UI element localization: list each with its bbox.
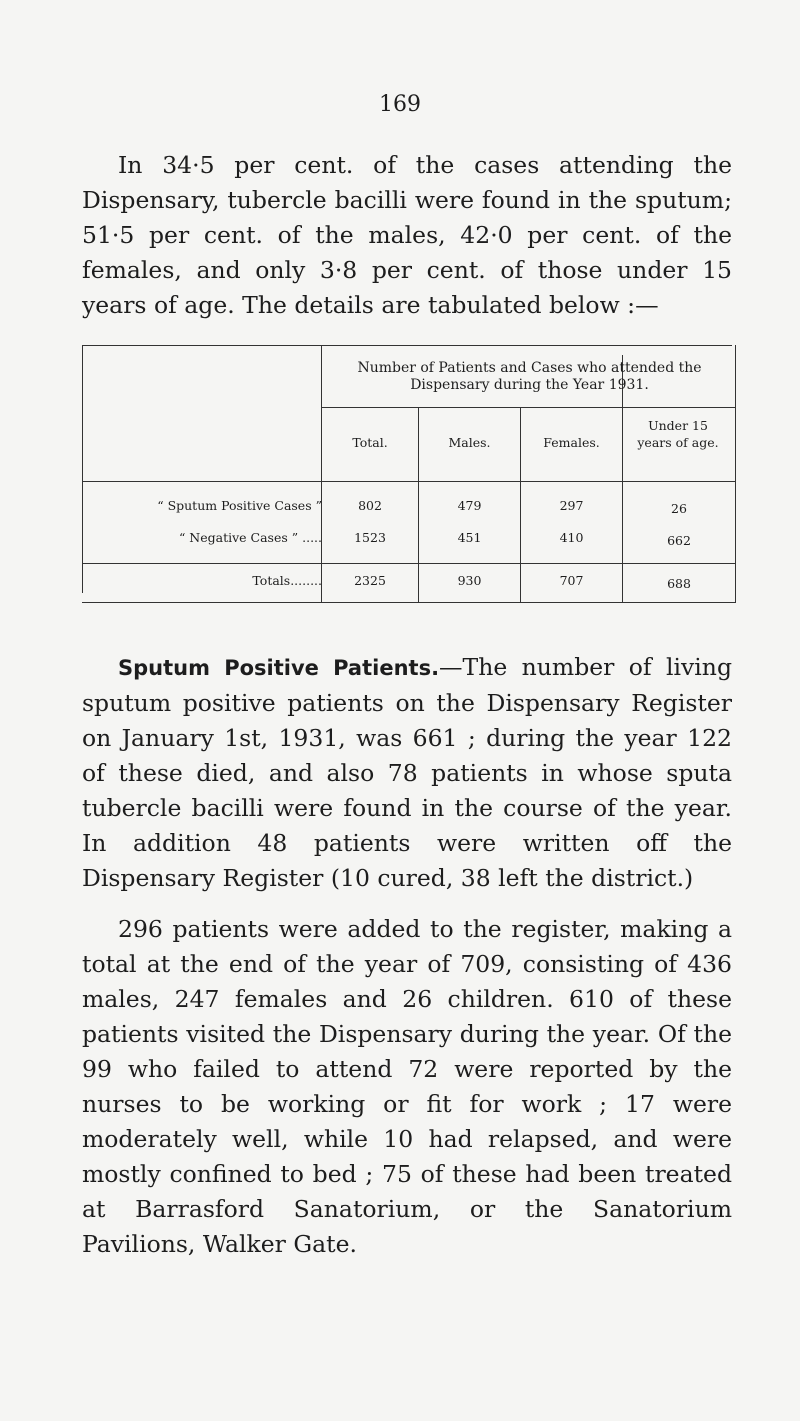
column-header: Females. <box>543 435 600 450</box>
totals-label: Totals........ <box>252 573 322 588</box>
table-cell: 479 <box>457 498 482 513</box>
table-cell: 1523 <box>354 530 386 545</box>
row-label: “ Negative Cases ” ..... <box>178 530 322 545</box>
section-text: —The number of living sputum positive patients on the Dispensary Register on January 1st, 1931, was 661 ; during the year 122 of these died, and also 78 patients in whose sputa tubercle bacilli were found in the course of the year. In addition 48 patients were written off the Dispensary Register (10 cured, 38 left the district.) <box>82 653 732 892</box>
table-cell: 297 <box>559 498 584 513</box>
table-cell: 662 <box>667 533 691 548</box>
column-header: Under 15 years of age. <box>637 418 719 450</box>
intro-paragraph: In 34·5 per cent. of the cases attending the Dispensary, tubercle bacilli were found in the sputum; 51·5 per cent. of the males, 42·0 per cent. of the females, and only 3·8 per cent. of those under 15 years of age. The details are tabulated below :— <box>82 151 732 319</box>
totals-cell: 930 <box>457 573 482 588</box>
column-header: Total. <box>352 435 388 450</box>
patients-table <box>82 345 737 603</box>
table-caption: Number of Patients and Cases who attended the Dispensary during the Year 1931. <box>357 360 702 393</box>
table-cell: 802 <box>358 498 382 513</box>
row-label: “ Sputum Positive Cases ” <box>157 498 322 513</box>
register-paragraph: 296 patients were added to the register, making a total at the end of the year of 709, consisting of 436 males, 247 females and 26 children. 610 of these patients visited the Dispensary during the year. Of the 99 who failed to attend 72 were reported by the nurses to be working or fit for work ; 17 were moderately well, while 10 had relapsed, and were mostly confined to bed ; 75 of these had been treated at Barrasford Sanatorium, or the Sanatorium Pavilions, Walker Gate. <box>82 915 732 1258</box>
section-heading: Sputum Positive Patients. <box>118 656 440 680</box>
totals-cell: 2325 <box>354 573 386 588</box>
page-number: 169 <box>379 92 421 117</box>
totals-cell: 707 <box>559 573 584 588</box>
sputum-positive-paragraph <box>82 650 732 896</box>
table-cell: 26 <box>671 501 687 516</box>
table-cell: 410 <box>559 530 584 545</box>
totals-cell: 688 <box>667 576 691 591</box>
table-cell: 451 <box>457 530 482 545</box>
column-header: Males. <box>448 435 491 450</box>
